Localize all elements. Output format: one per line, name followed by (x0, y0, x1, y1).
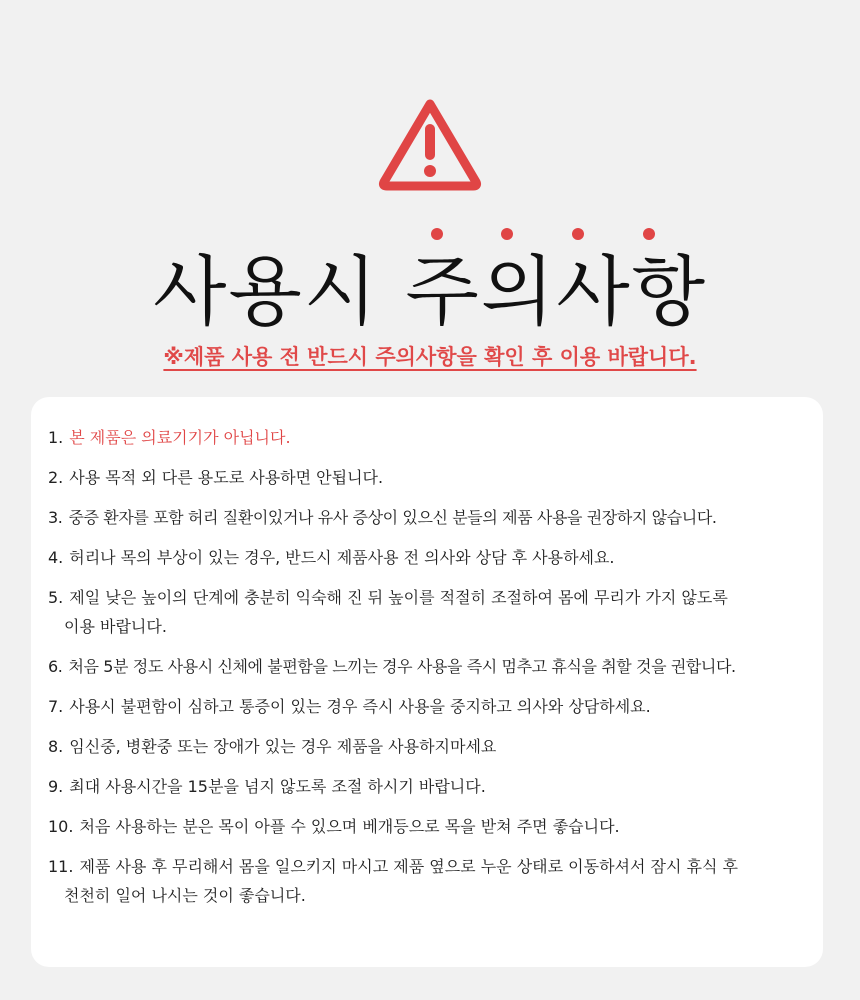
warning-triangle-icon (376, 96, 484, 192)
list-item: 2. 사용 목적 외 다른 용도로 사용하면 안됩니다. (48, 468, 384, 487)
list-item: 6. 처음 5분 정도 사용시 신체에 불편함을 느끼는 경우 사용을 즉시 멈추고 휴식을 취할 것을 권합니다. (48, 657, 736, 676)
list-item: 5. 제일 낮은 높이의 단계에 충분히 익숙해 진 뒤 높이를 적절히 조절하여 몸에 무리가 가지 않도록 (48, 588, 728, 607)
list-item: 10. 처음 사용하는 분은 목이 아플 수 있으며 베개등으로 목을 받쳐 주면 좋습니다. (48, 817, 620, 836)
page-title: 사용시 주의사항 (152, 247, 708, 336)
list-item: 1. 본 제품은 의료기기가 아닙니다. (48, 428, 291, 447)
list-item: 4. 허리나 목의 부상이 있는 경우, 반드시 제품사용 전 의사와 상담 후 사용하세요. (48, 548, 615, 567)
emphasis-dot (501, 228, 513, 240)
emphasis-dots (0, 228, 860, 242)
list-item-continuation: 천천히 일어 나시는 것이 좋습니다. (64, 886, 306, 905)
list-item: 8. 임신중, 병환중 또는 장애가 있는 경우 제품을 사용하지마세요 (48, 737, 497, 756)
list-item-continuation: 이용 바랍니다. (64, 617, 167, 636)
list-item: 7. 사용시 불편함이 심하고 통증이 있는 경우 즉시 사용을 중지하고 의사와 상담하세요. (48, 697, 651, 716)
notice-subtitle: ※제품 사용 전 반드시 주의사항을 확인 후 이용 바랍니다. (163, 345, 697, 369)
list-item: 9. 최대 사용시간을 15분을 넘지 않도록 조절 하시기 바랍니다. (48, 777, 486, 796)
precautions-list (48, 423, 818, 921)
emphasis-dot (431, 228, 443, 240)
precautions-card (31, 397, 823, 967)
list-item: 3. 중증 환자를 포함 허리 질환이있거나 유사 증상이 있으신 분들의 제품 사용을 권장하지 않습니다. (48, 508, 717, 527)
emphasis-dot (643, 228, 655, 240)
emphasis-dot (572, 228, 584, 240)
list-item: 11. 제품 사용 후 무리해서 몸을 일으키지 마시고 제품 옆으로 누운 상태로 이동하셔서 잠시 휴식 후 (48, 857, 738, 876)
